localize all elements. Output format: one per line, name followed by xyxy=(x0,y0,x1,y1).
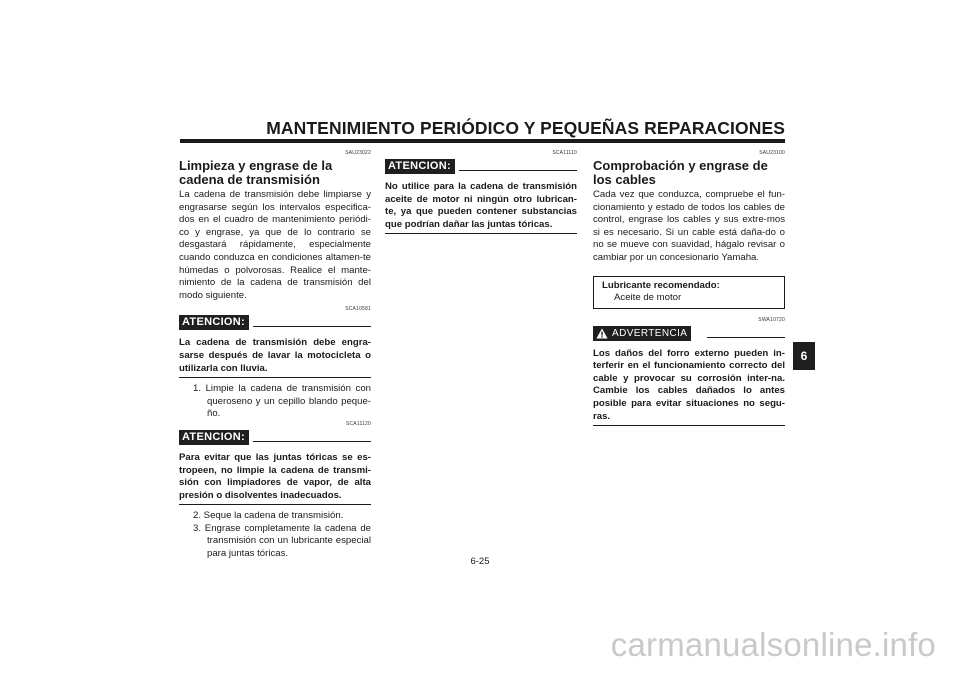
chapter-tab: 6 xyxy=(793,342,815,370)
notice-text: No utilice para la cadena de transmisión aceite de motor ni ningún otro lubrican-te, ya que pueden contener substancias que podrían dañar las juntas tóricas. xyxy=(385,181,577,230)
notice-code: SCA11120 xyxy=(345,420,371,427)
section-code: SAU23022 xyxy=(345,150,371,156)
notice-code: SCA11110 xyxy=(552,150,577,156)
step-item: 2. Seque la cadena de transmisión. xyxy=(193,510,344,522)
column-middle xyxy=(385,150,577,239)
notice-bottom-rule xyxy=(179,504,371,505)
warning-header xyxy=(593,326,785,343)
section-title-chain: Limpieza y engrase de la cadena de transmisión xyxy=(179,158,333,187)
warning-text: Los daños del forro externo pueden in-terferir en el funcionamiento correcto del cable y provocar su corrosión inter-na. Cambie los cables dañados lo antes posible para evitar situaciones no segu-ras. xyxy=(593,347,785,422)
header-rule xyxy=(180,139,785,143)
page-header-title: MANTENIMIENTO PERIÓDICO Y PEQUEÑAS REPARACIONES xyxy=(266,118,785,138)
notice-text: Para evitar que las juntas tóricas se es-tropeen, no limpie la cadena de transmi-sión con limpiadores de vapor, de alta presión o disolventes inadecuados. xyxy=(179,451,371,501)
warning-rule xyxy=(707,337,785,338)
lubricant-value: Aceite de motor xyxy=(614,291,682,303)
warning-bottom-rule xyxy=(593,425,785,426)
step-item: 3. Engrase completamente la cadena de transmisión con un lubricante especial para juntas tóricas. xyxy=(193,522,371,560)
notice-label: ATENCION: xyxy=(179,430,249,445)
notice-label: ATENCION: xyxy=(385,159,455,174)
notice-label: ATENCION: xyxy=(179,315,249,330)
steps-list xyxy=(179,383,371,421)
section-title-cables: Comprobación y engrase de los cables xyxy=(593,158,768,187)
column-left xyxy=(179,150,371,561)
section-code: SAU23100 xyxy=(759,150,785,156)
notice-rule xyxy=(253,326,371,327)
lubricant-box xyxy=(593,276,785,309)
notice-header xyxy=(385,159,577,176)
column-right xyxy=(593,150,785,431)
page-number: 6-25 xyxy=(470,556,490,567)
notice-rule xyxy=(459,170,577,171)
steps-list xyxy=(179,510,371,560)
warning-label-box xyxy=(593,326,691,341)
watermark: carmanualsonline.info xyxy=(610,626,936,663)
warning-label: ADVERTENCIA xyxy=(612,327,688,339)
section-body-cables: Cada vez que conduzca, compruebe el fun-cionamiento y estado de todos los cables de control, engrase los cables y sus extre-mos si es necesario. Si un cable está daña-do o no se mueve con suavidad, hágalo revisar o cambiar por un concesionario Yamaha. xyxy=(593,189,785,263)
warning-code: SWA10720 xyxy=(758,316,785,323)
section-body-chain: La cadena de transmisión debe limpiarse y engrasarse según los intervalos especifica-dos en el cuadro de mantenimiento periódi-co y engrase, ya que de lo contrario se desgastará rápidamente, especialmente cuando conduzca en condiciones altamen-te húmedas o polvorosas. Realice el mante-nimiento de la cadena de transmisión del modo siguiente. xyxy=(179,189,371,301)
lubricant-title: Lubricante recomendado: xyxy=(602,279,720,291)
step-item: 1. Limpie la cadena de transmisión con queroseno y un cepillo blando peque-ño. xyxy=(193,383,371,420)
notice-code: SCA10581 xyxy=(345,306,371,313)
notice-header xyxy=(179,315,371,332)
notice-header xyxy=(179,430,371,447)
notice-bottom-rule xyxy=(179,377,371,378)
notice-text: La cadena de transmisión debe engra-sarse después de lavar la motocicleta o utilizarla con lluvia. xyxy=(179,337,371,374)
notice-bottom-rule xyxy=(385,233,577,234)
warning-triangle-icon xyxy=(596,328,608,339)
notice-rule xyxy=(253,441,371,442)
